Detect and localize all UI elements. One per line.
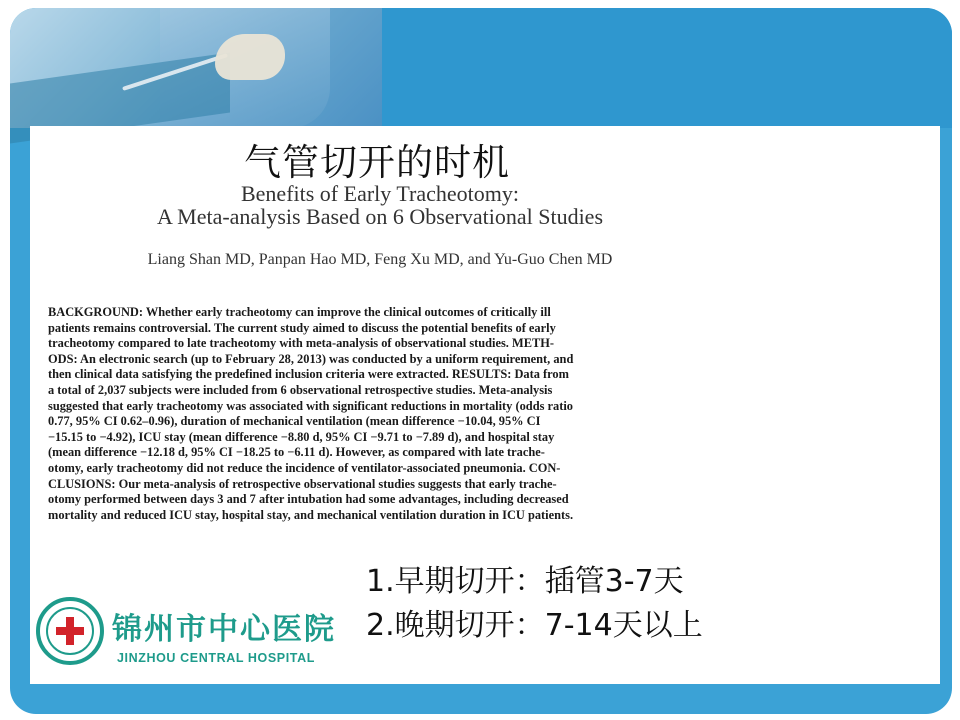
abstract-line: (mean difference −12.18 d, 95% CI −18.25 to −6.11 d). However, as compared with late trache-	[48, 445, 545, 460]
note-late-tracheotomy: 2.晚期切开：7-14天以上	[366, 608, 703, 643]
header-band	[382, 8, 952, 128]
abstract-line: BACKGROUND: Whether early tracheotomy can improve the clinical outcomes of critically ill	[48, 305, 551, 319]
abstract-line: mortality and reduced ICU stay, hospital stay, and mechanical ventilation duration in ICU patients.	[48, 507, 574, 522]
abstract-line: 0.77, 95% CI 0.62–0.96), duration of mechanical ventilation (mean difference −10.04, 95% CI	[48, 414, 541, 429]
paper-title-line-2: A Meta-analysis Based on 6 Observational Studies	[156, 204, 604, 229]
abstract-line: patients remains controversial. The current study aimed to discuss the potential benefits of early	[48, 320, 556, 335]
abstract-line: a total of 2,037 subjects were included from 6 observational retrospective studies. Meta-analysis	[48, 382, 553, 397]
abstract-line: CLUSIONS: Our meta-analysis of retrospective observational studies suggests that early trache-	[48, 476, 557, 491]
paper-abstract	[48, 305, 696, 523]
note-early-tracheotomy: 1.早期切开：插管3-7天	[366, 564, 684, 599]
surgery-header-photo	[10, 8, 382, 128]
paper-title-line-1: Benefits of Early Tracheotomy:	[240, 181, 519, 206]
slide-title: 气管切开的时机	[244, 141, 510, 184]
abstract-line: ODS: An electronic search (up to February 28, 2013) was conducted by a uniform requirement, and	[48, 351, 574, 366]
hospital-name-cn: 锦州市中心医院	[112, 612, 336, 647]
paper-authors: Liang Shan MD, Panpan Hao MD, Feng Xu MD, and Yu-Guo Chen MD	[147, 251, 613, 268]
abstract-line: suggested that early tracheotomy was associated with significant reductions in mortality (odds ratio	[48, 398, 573, 413]
hospital-name-en: JINZHOU CENTRAL HOSPITAL	[117, 651, 315, 665]
abstract-line: otomy, early tracheotomy did not reduce the incidence of ventilator-associated pneumonia. CON-	[48, 460, 561, 475]
abstract-line: −15.15 to −4.92), ICU stay (mean difference −8.80 d, 95% CI −9.71 to −7.89 d), and hospital stay	[48, 429, 555, 444]
emblem-cross-horizontal	[56, 627, 84, 635]
abstract-line: then clinical data satisfying the predefined inclusion criteria were extracted. RESULTS: Data from	[48, 367, 569, 382]
abstract-line: otomy performed between days 3 and 7 after intubation had some advantages, including decreased	[48, 492, 569, 507]
surgical-glove-shape	[215, 34, 285, 80]
hospital-cross-emblem-icon	[36, 597, 104, 665]
abstract-line: tracheotomy compared to late tracheotomy with meta-analysis of observational studies. METH-	[48, 336, 554, 351]
